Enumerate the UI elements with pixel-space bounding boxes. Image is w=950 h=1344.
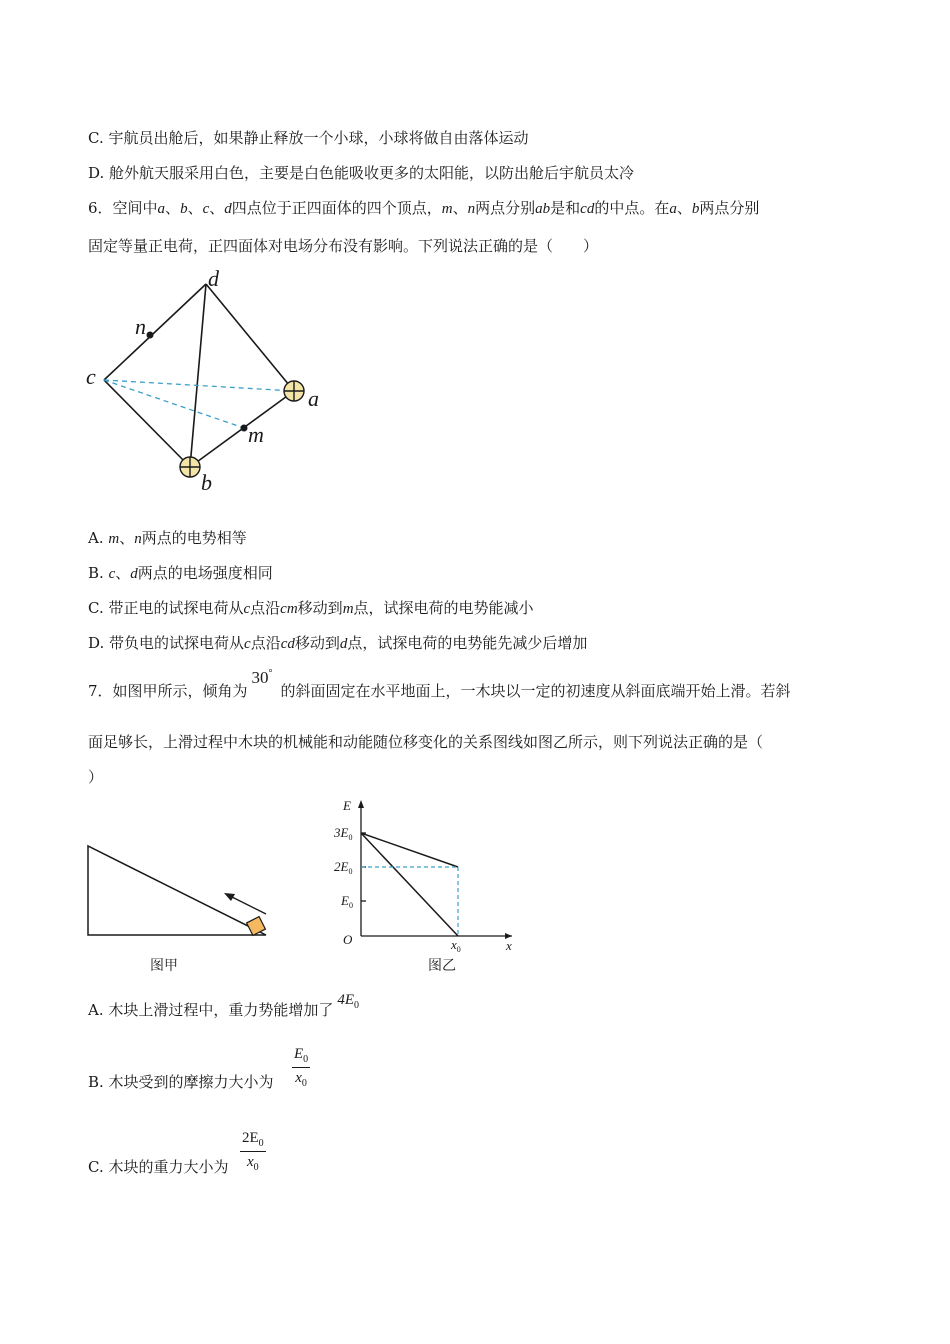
- q7-option-c: C. 木块的重力大小为: [88, 1158, 229, 1176]
- x-axis-label: x: [506, 938, 512, 953]
- q6-tetrahedron-figure: [80, 262, 340, 502]
- label-a: a: [308, 386, 319, 411]
- edge-cb: [104, 380, 190, 467]
- q7-option-b: B. 木块受到的摩擦力大小为: [88, 1073, 274, 1091]
- edge-da: [206, 284, 294, 391]
- q7-option-c-fraction: $\frac{2E_0}{x_0}$: [242, 1130, 264, 1173]
- y-axis-arrow-icon: [358, 800, 364, 808]
- q7-incline-figure: [84, 840, 280, 942]
- kinetic-energy-line: [361, 833, 458, 936]
- q5-option-d: D. 舱外航天服采用白色，主要是白色能吸收更多的太阳能，以防出舱后宇航员太冷: [88, 164, 635, 182]
- edge-db: [190, 284, 206, 467]
- q6-option-b: B. c、d两点的电场强度相同: [88, 564, 273, 582]
- charge-a-icon: [284, 381, 304, 401]
- q6-option-c: C. 带正电的试探电荷从c点沿cm移动到m点，试探电荷的电势能减小: [88, 599, 534, 617]
- charge-b-icon: [180, 457, 200, 477]
- q7-option-b-fraction: $\frac{E_0}{x_0}$: [294, 1046, 309, 1089]
- q6-stem-line2: 固定等量正电荷，正四面体对电场分布没有影响。下列说法正确的是（ ）: [88, 237, 599, 255]
- edge-dc: [104, 284, 206, 380]
- point-n: [147, 332, 154, 339]
- q7-stem-line1: 7．如图甲所示，倾角为30°的斜面固定在水平地面上，一木块以一定的初速度从斜面底端开始上滑。若斜: [88, 668, 791, 700]
- incline-triangle: [88, 846, 266, 935]
- q6-option-d: D. 带负电的试探电荷从c点沿cd移动到d点，试探电荷的电势能先减少后增加: [88, 634, 588, 652]
- q7-angle-value: 30: [251, 668, 269, 687]
- q7-option-a-value: 4E: [337, 992, 355, 1008]
- q6-stem-line1: 6．空间中a、b、c、d四点位于正四面体的四个顶点，m、n两点分别ab是和cd的中点。在a、b两点分别: [88, 199, 760, 217]
- q7-fig-a-caption: 图甲: [150, 958, 178, 974]
- tick-2E0: $2E_0$: [334, 859, 353, 876]
- mechanical-energy-line: [361, 833, 458, 867]
- label-b: b: [201, 470, 212, 495]
- origin-label: O: [343, 932, 353, 947]
- q7-option-a: A. 木块上滑过程中，重力势能增加了$4E_0$: [88, 992, 360, 1019]
- label-c: c: [86, 364, 96, 389]
- q7-stem-line3: ）: [88, 768, 104, 786]
- q7-fig-b-caption: 图乙: [428, 958, 456, 974]
- point-m: [241, 425, 248, 432]
- tick-E0: $E_0$: [341, 893, 353, 910]
- q7-stem-line2: 面足够长，上滑过程中木块的机械能和动能随位移变化的关系图线如图乙所示，则下列说法正确的是（: [88, 733, 764, 751]
- q7-energy-graph: [328, 796, 528, 956]
- label-d: d: [208, 266, 219, 291]
- label-n: n: [135, 314, 146, 339]
- y-axis-label: E: [343, 798, 351, 813]
- label-m: m: [248, 422, 264, 447]
- tick-3E0: $3E_0$: [334, 825, 353, 842]
- q6-option-a: A. m、n两点的电势相等: [88, 529, 247, 547]
- q5-option-c: C. 宇航员出舱后，如果静止释放一个小球，小球将做自由落体运动: [88, 129, 529, 147]
- velocity-arrow-icon: [224, 893, 266, 914]
- tick-x0: $x_0$: [451, 937, 461, 954]
